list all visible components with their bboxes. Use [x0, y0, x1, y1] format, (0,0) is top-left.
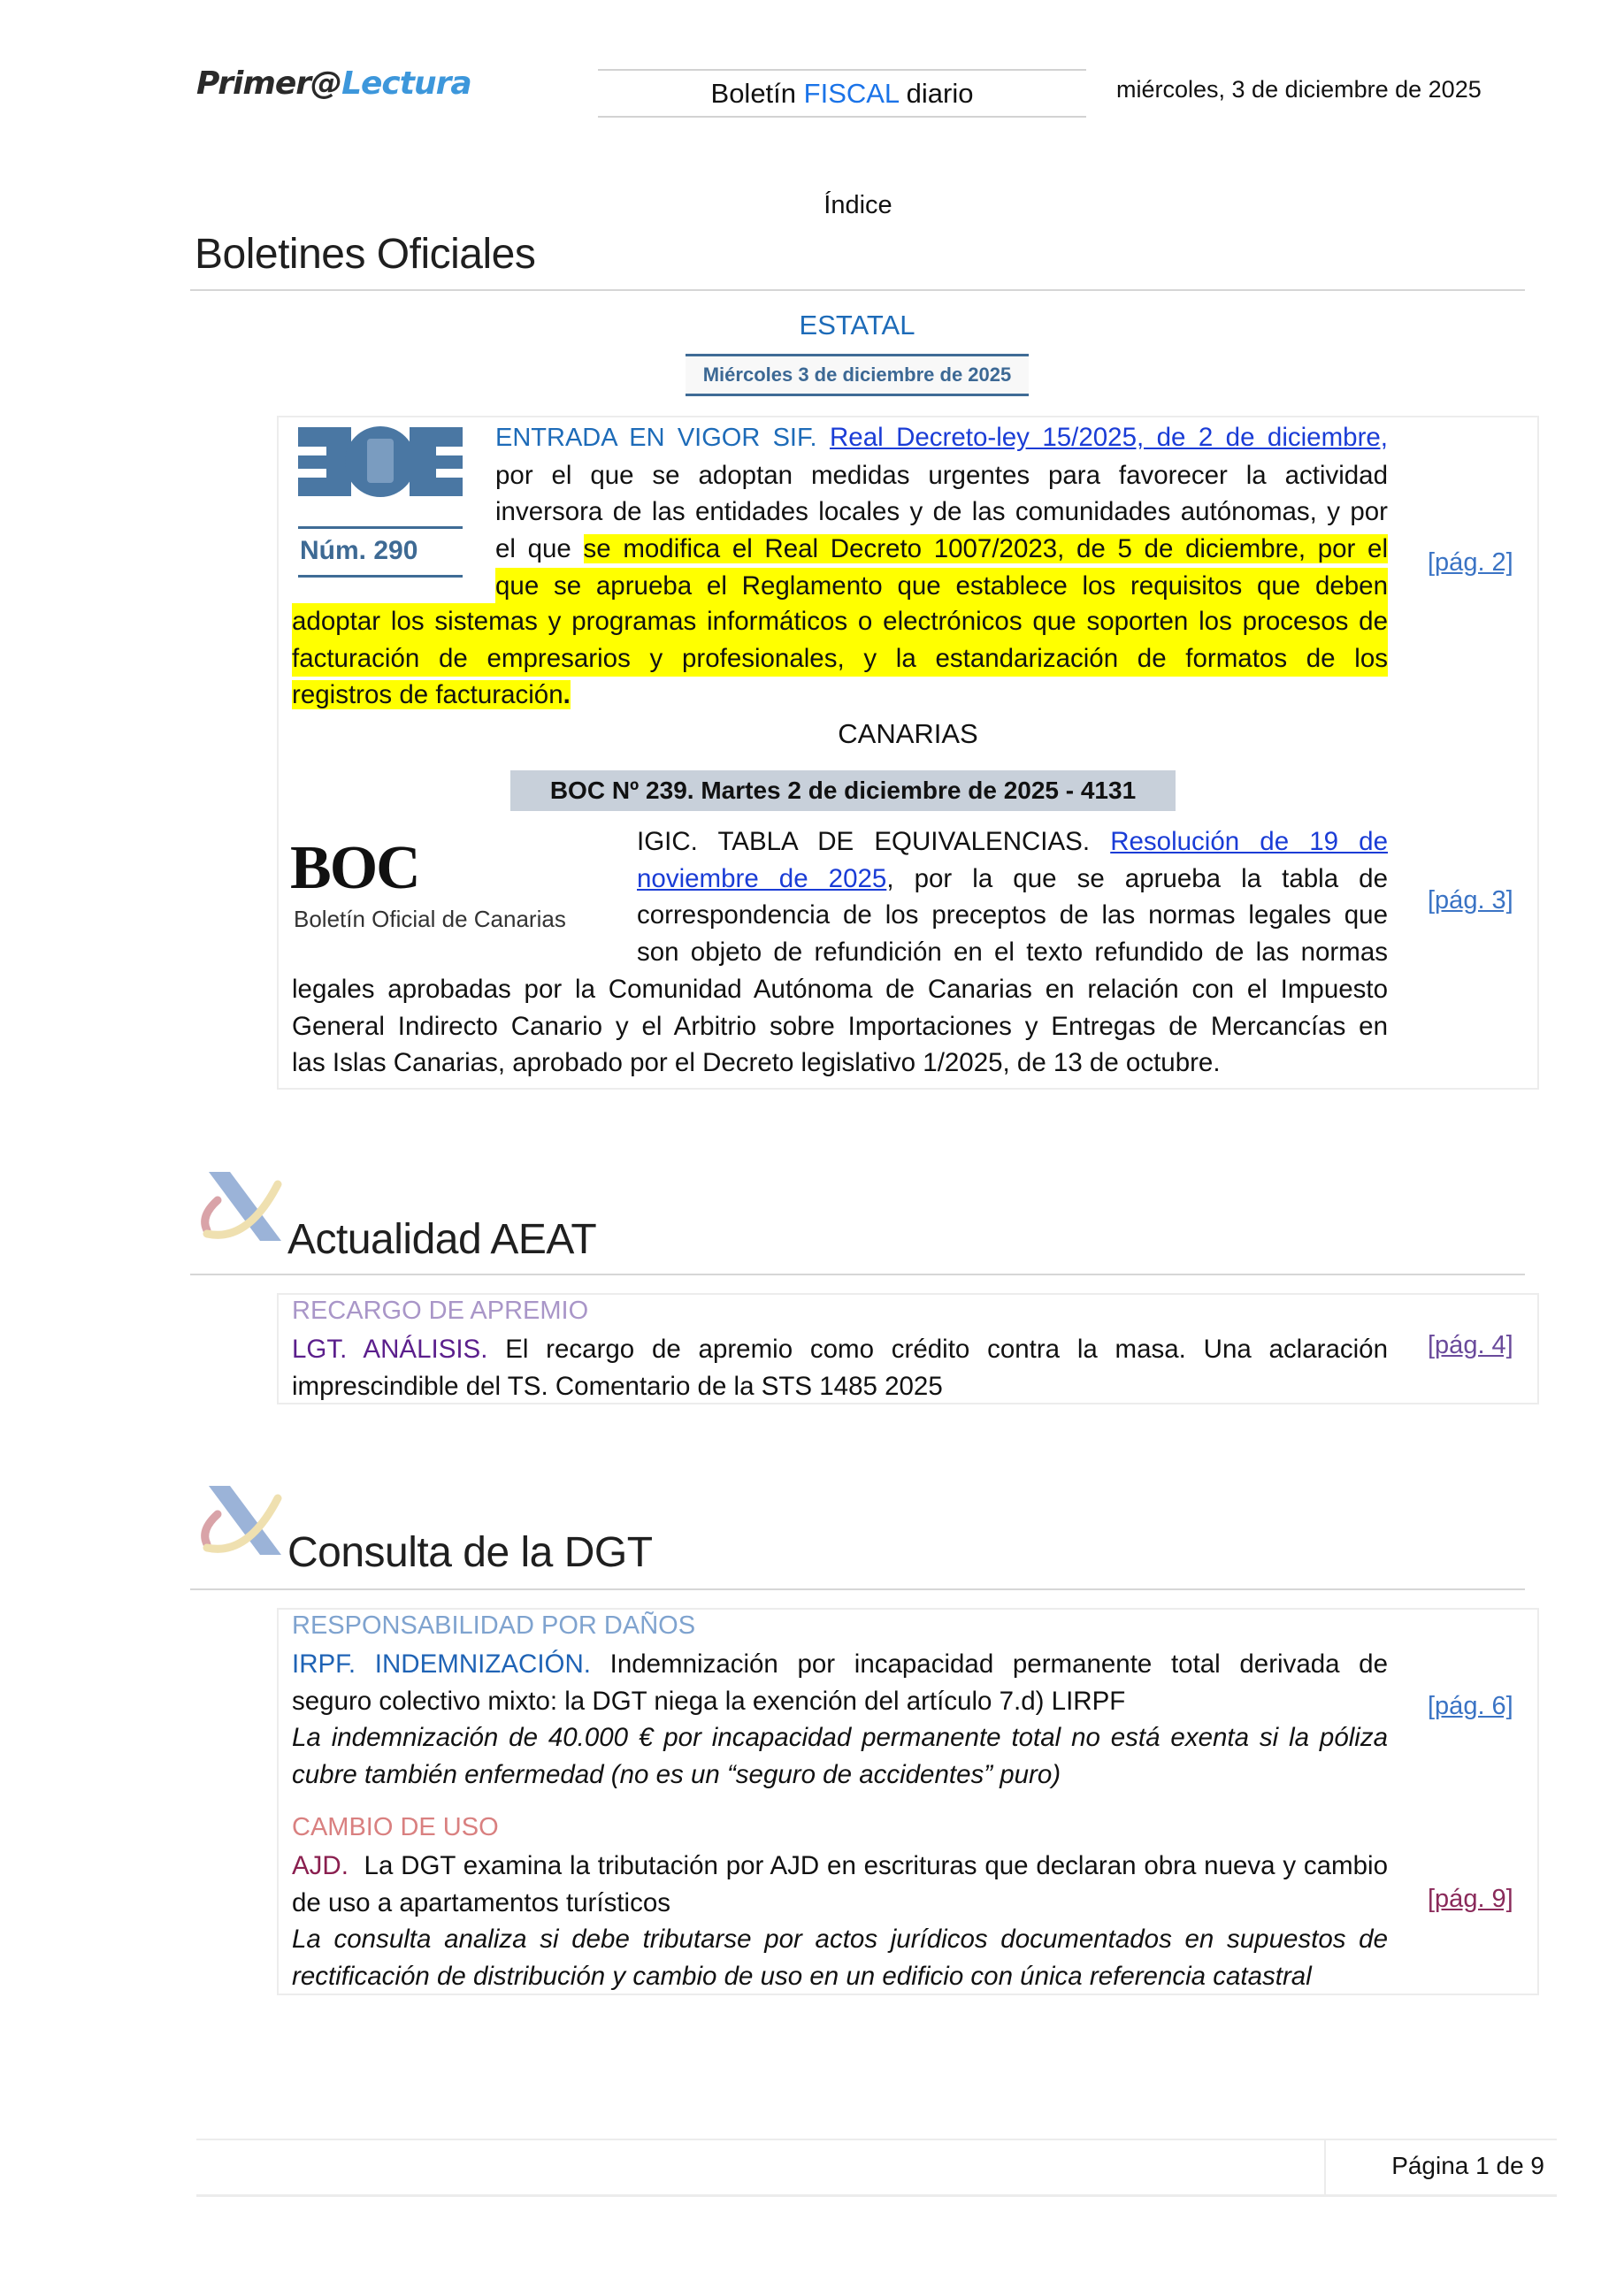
dgt-item-category: CAMBIO DE USO: [292, 1813, 499, 1841]
dgt-item-line: seguro colectivo mixto: la DGT niega la exención del artículo 7.d) LIRPF: [292, 1686, 1126, 1716]
dgt-item-text: Indemnización por incapacidad permanente total derivada de: [590, 1649, 1388, 1679]
boc-item-line: General Indirecto Canario y el Arbitrio sobre Importaciones y Entregas de Mercancías en: [292, 1011, 1388, 1041]
section-title-boletines: Boletines Oficiales: [195, 231, 536, 278]
dgt-item-category: RESPONSABILIDAD POR DAÑOS: [292, 1611, 696, 1640]
estatal-label: ESTATAL: [799, 310, 915, 341]
boc-logo: [290, 834, 610, 939]
brand-part-2: Lectura: [341, 65, 471, 102]
bulletin-title: [598, 69, 1086, 118]
dgt-logo: [195, 1486, 283, 1567]
bulletin-title-fiscal: FISCAL: [803, 78, 900, 109]
boe-item-cont: [292, 603, 1388, 714]
boe-item-line: inversora de las entidades locales y de las comunidades autónomas, y por: [495, 497, 1388, 527]
boc-item-line: correspondencia de los preceptos de las normas legales que: [637, 900, 1388, 930]
boe-item-kicker: ENTRADA EN VIGOR SIF.: [495, 424, 817, 452]
index-label: Índice: [823, 191, 892, 219]
aeat-page-link[interactable]: [pág. 4]: [1428, 1331, 1513, 1359]
boe-item-link[interactable]: Real Decreto-ley 15/2025, de 2 de diciembre,: [829, 423, 1388, 452]
dgt-item-kicker: AJD.: [292, 1851, 349, 1880]
boc-item-line: son objeto de refundición en el texto refundido de las normas: [637, 938, 1388, 968]
boe-number: Núm. 290: [300, 536, 418, 565]
dgt-item-summary: La consulta analiza si debe tributarse por actos jurídicos documentados en supuestos de: [292, 1925, 1388, 1955]
section-divider: [190, 289, 1525, 291]
header-date: miércoles, 3 de diciembre de 2025: [1116, 76, 1482, 103]
boe-date-banner: Miércoles 3 de diciembre de 2025: [686, 354, 1029, 396]
section-title-aeat: Actualidad AEAT: [287, 1216, 597, 1263]
aeat-item: [292, 1331, 1388, 1404]
dgt-page-link-6[interactable]: [pág. 6]: [1428, 1692, 1513, 1720]
dgt-item-kicker: IRPF. INDEMNIZACIÓN.: [292, 1649, 591, 1679]
bulletin-title-part-3: diario: [899, 78, 974, 109]
dgt-item: [292, 1848, 1388, 1995]
footer-divider: [1324, 2139, 1326, 2197]
section-divider: [190, 1588, 1525, 1590]
boe-item-highlight: facturación de empresarios y profesionales, y la estandarización de formatos de los: [292, 640, 1388, 677]
boe-item-text: el que: [495, 534, 584, 564]
boc-item-link[interactable]: Resolución de 19 de: [1110, 827, 1388, 856]
boe-item-highlight: que se aprueba el Reglamento que establece los requisitos que deben: [495, 568, 1388, 605]
aeat-emblem-icon: [195, 1172, 283, 1253]
boc-item-text: , por la que se aprueba la tabla de: [886, 863, 1388, 893]
boc-item-kicker: IGIC. TABLA DE EQUIVALENCIAS.: [637, 827, 1091, 856]
boe-item: [495, 419, 1388, 605]
boc-item-line: legales aprobadas por la Comunidad Autónoma de Canarias en relación con el Impuesto: [292, 975, 1388, 1004]
boc-item: [637, 823, 1388, 971]
boc-item-line: las Islas Canarias, aprobado por el Decreto legislativo 1/2025, de 13 de octubre.: [292, 1048, 1221, 1078]
boc-logo-subtitle: Boletín Oficial de Canarias: [294, 906, 566, 932]
dgt-item-summary: La indemnización de 40.000 € por incapacidad permanente total no está exenta si la póliza: [292, 1723, 1388, 1753]
section-divider: [190, 1274, 1525, 1275]
aeat-logo: [195, 1172, 283, 1253]
aeat-item-line: imprescindible del TS. Comentario de la STS 1485 2025: [292, 1371, 943, 1401]
canarias-label: CANARIAS: [838, 718, 978, 749]
boc-item-cont: [292, 971, 1388, 1082]
boc-item-link-cont[interactable]: noviembre de 2025: [637, 863, 887, 893]
brand-part-1: Primer@: [196, 65, 342, 102]
page-number: Página 1 de 9: [1391, 2152, 1544, 2179]
dgt-item-line: de uso a apartamentos turísticos: [292, 1887, 670, 1917]
aeat-item-text: El recargo de apremio como crédito contra la masa. Una aclaración: [487, 1335, 1388, 1364]
boe-logo: [292, 423, 469, 582]
boe-item-period: .: [563, 680, 571, 710]
boe-item-highlight: adoptar los sistemas y programas informáticos o electrónicos que soporten los procesos de: [292, 603, 1388, 640]
boc-logo-text: BOC: [290, 834, 419, 902]
section-title-dgt: Consulta de la DGT: [287, 1529, 653, 1576]
boe-page-link[interactable]: [pág. 2]: [1428, 548, 1513, 577]
boe-item-highlight: registros de facturación: [292, 680, 563, 710]
bulletin-title-part-1: Boletín: [710, 78, 804, 109]
boc-banner: BOC Nº 239. Martes 2 de diciembre de 2025 - 4131: [510, 770, 1176, 811]
boe-item-line: por el que se adoptan medidas urgentes para favorecer la actividad: [495, 460, 1388, 490]
aeat-item-category: RECARGO DE APREMIO: [292, 1297, 589, 1325]
boc-page-link[interactable]: [pág. 3]: [1428, 886, 1513, 915]
brand-logo: [196, 65, 471, 102]
dgt-item-summary: rectificación de distribución y cambio de uso en un edificio con única referencia catastral: [292, 1962, 1312, 1992]
dgt-item: [292, 1646, 1388, 1794]
dgt-page-link-9[interactable]: [pág. 9]: [1428, 1885, 1513, 1913]
aeat-item-kicker: LGT. ANÁLISIS.: [292, 1335, 488, 1364]
boe-item-highlight: se modifica el Real Decreto 1007/2023, de 5 de diciembre, por el: [583, 534, 1388, 564]
aeat-emblem-icon: [195, 1486, 283, 1567]
dgt-item-text: La DGT examina la tributación por AJD en escrituras que declaran obra nueva y cambio: [348, 1851, 1388, 1880]
dgt-item-summary: cubre también enfermedad (no es un “seguro de accidentes” puro): [292, 1760, 1061, 1790]
